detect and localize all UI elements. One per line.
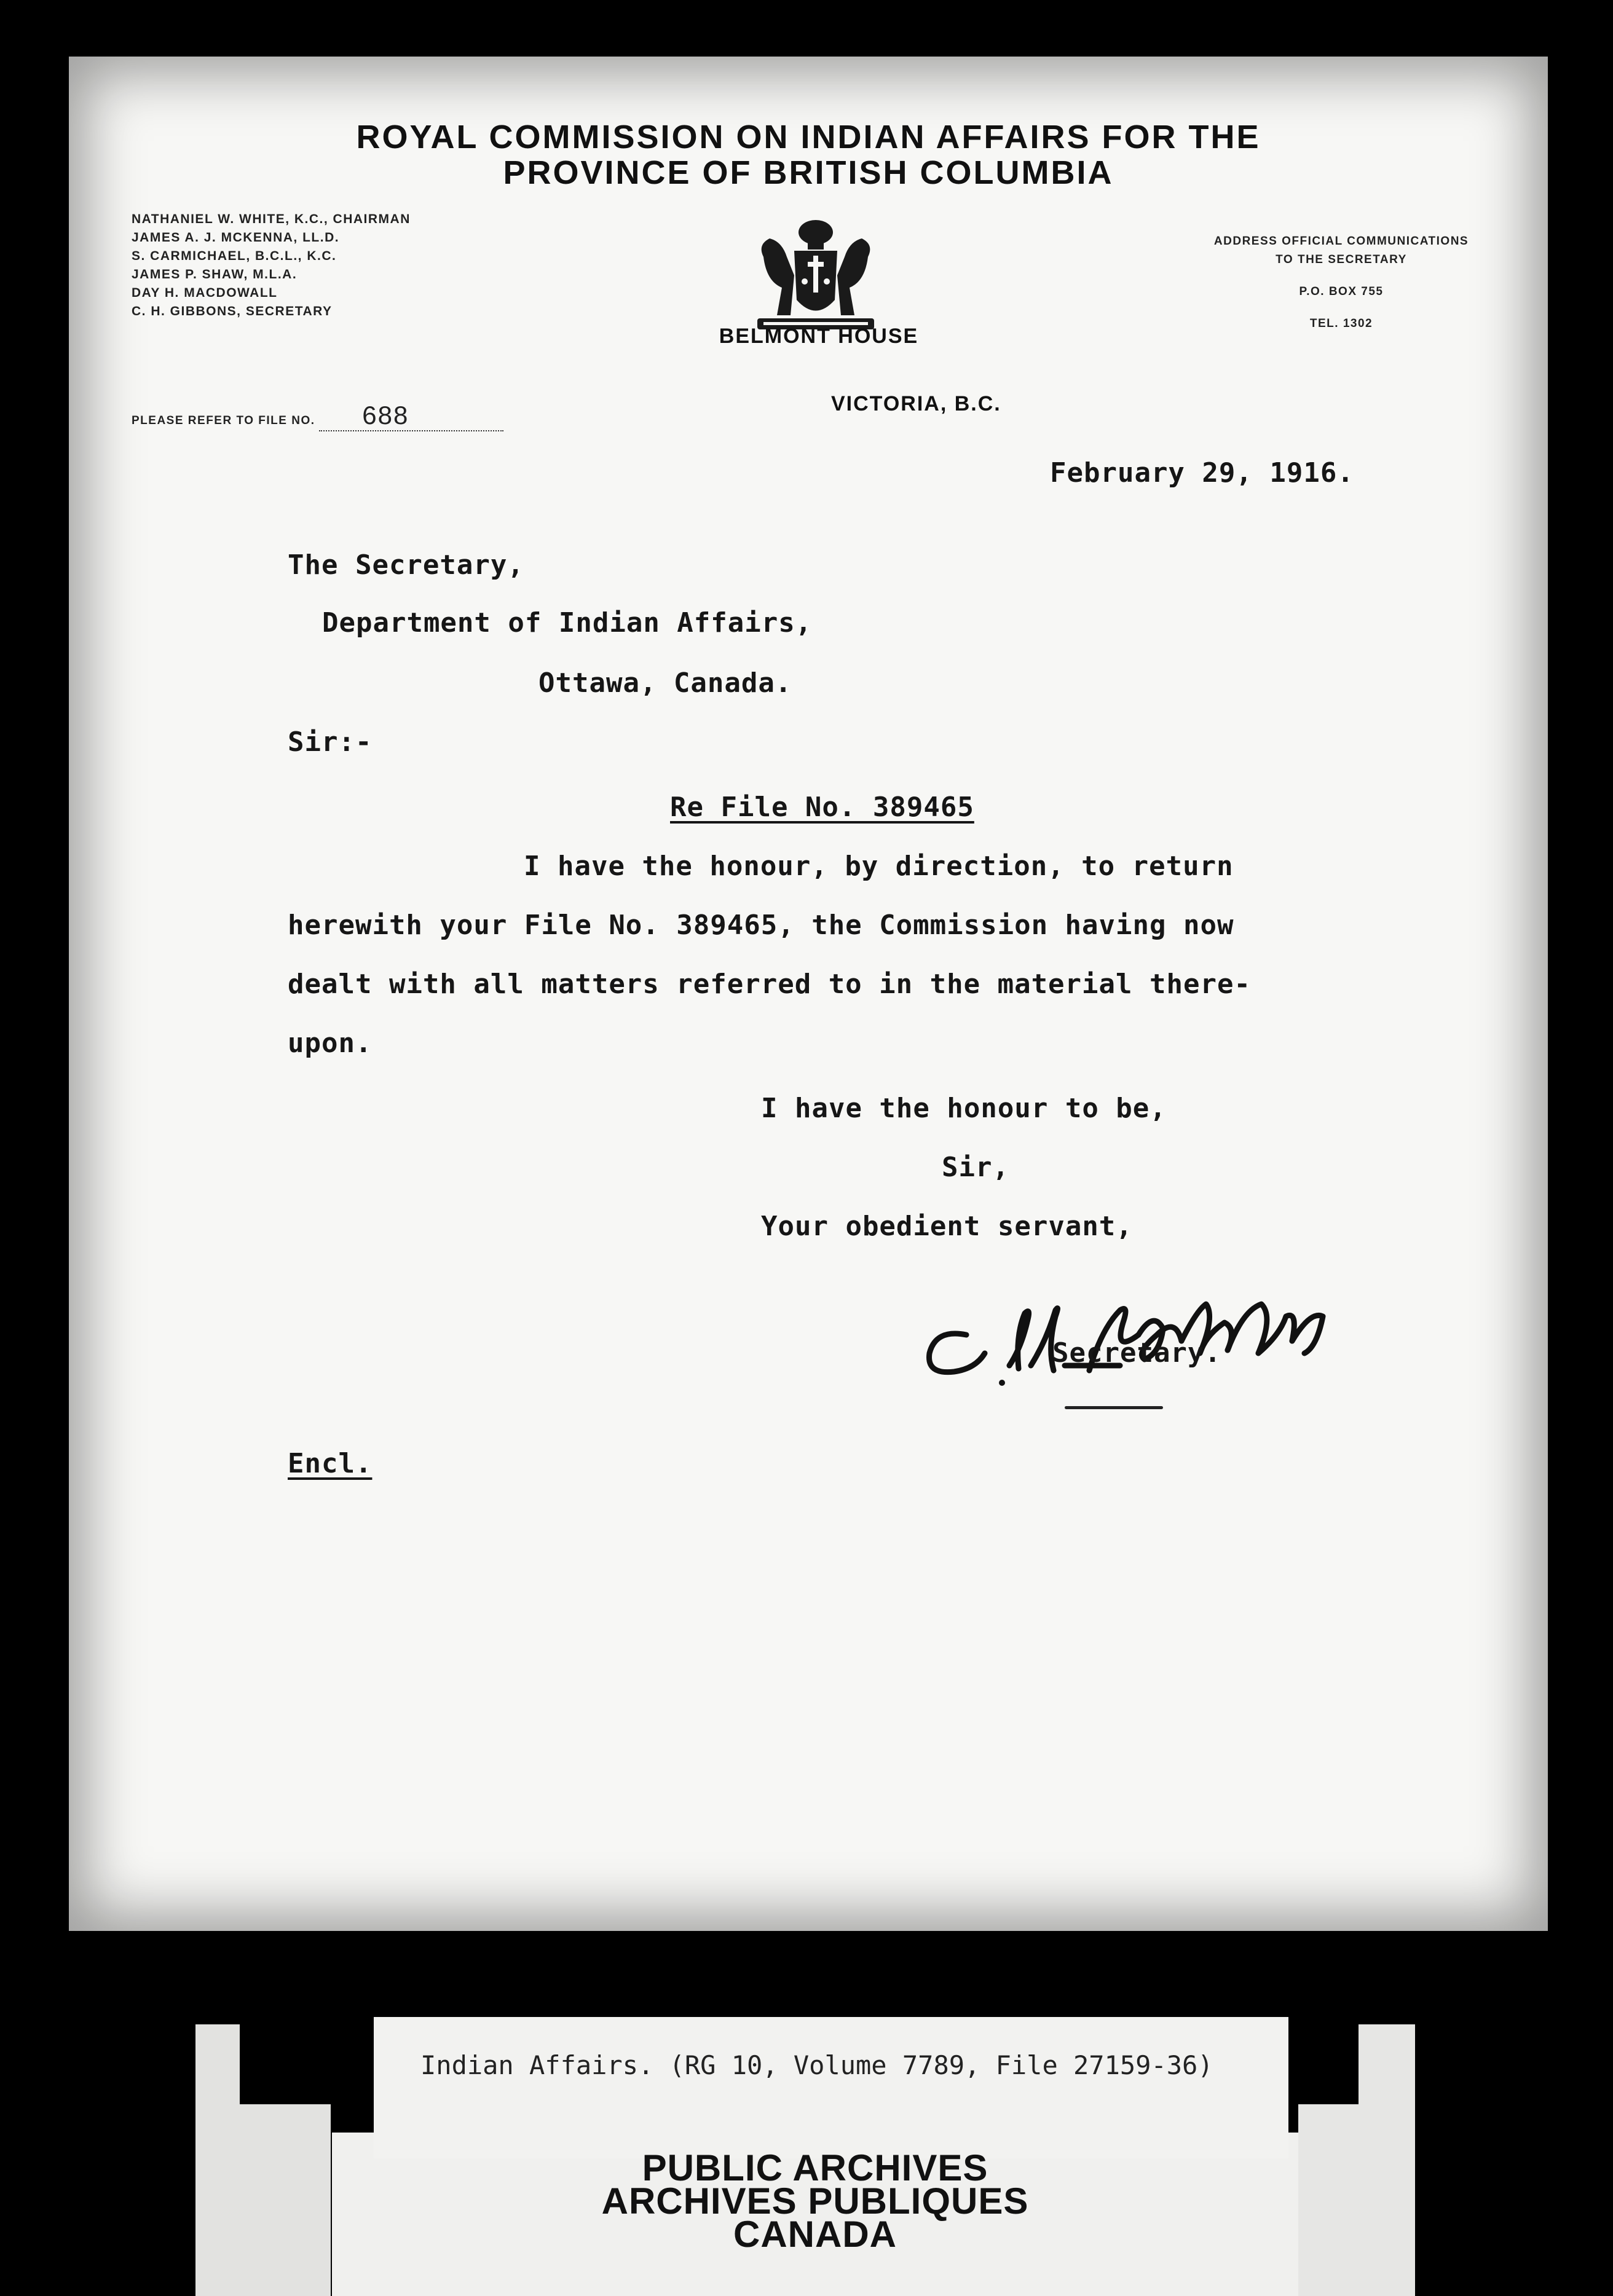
signature-title: Secretary.	[1052, 1337, 1221, 1369]
closing-line-3: Your obedient servant,	[761, 1211, 1133, 1242]
body-line-4: upon.	[288, 1028, 373, 1059]
member-line: DAY H. MACDOWALL	[132, 286, 278, 300]
closing-line-2: Sir,	[942, 1152, 1009, 1183]
archive-reference: Indian Affairs. (RG 10, Volume 7789, File 27159-36)	[420, 2050, 1213, 2080]
archives-line-2: ARCHIVES PUBLIQUES	[601, 2180, 1029, 2222]
po-box: P.O. BOX 755	[1299, 285, 1384, 298]
enclosure-note: Encl.	[288, 1448, 373, 1479]
body-line-1: I have the honour, by direction, to return	[524, 851, 1234, 882]
victoria-bc: VICTORIA, B.C.	[831, 392, 1001, 415]
archives-line-1: PUBLIC ARCHIVES	[642, 2147, 988, 2188]
letterhead-title-line-1: ROYAL COMMISSION ON INDIAN AFFAIRS FOR THE	[356, 119, 1261, 155]
member-line: JAMES A. J. MCKENNA, LL.D.	[132, 230, 340, 245]
member-line: S. CARMICHAEL, B.C.L., K.C.	[132, 249, 337, 263]
recipient-line-1: The Secretary,	[288, 549, 524, 581]
letterhead-title-line-2: PROVINCE OF BRITISH COLUMBIA	[503, 154, 1114, 191]
file-reference-label: PLEASE REFER TO FILE NO.	[132, 414, 315, 427]
commission-members	[132, 210, 411, 321]
signature-rule	[1065, 1406, 1163, 1409]
body-line-2: herewith your File No. 389465, the Commission having now	[288, 910, 1234, 941]
letter-sheet	[69, 57, 1548, 1931]
member-line: C. H. GIBBONS, SECRETARY	[132, 304, 333, 318]
archives-line-3: CANADA	[733, 2214, 897, 2255]
telephone: TEL. 1302	[1309, 317, 1373, 330]
file-reference-number: 688	[319, 401, 503, 431]
address-line-1: ADDRESS OFFICIAL COMMUNICATIONS	[1213, 235, 1469, 248]
file-reference	[132, 401, 503, 431]
subject-line: Re File No. 389465	[670, 792, 974, 823]
recipient-line-3: Ottawa, Canada.	[538, 667, 792, 699]
member-line: JAMES P. SHAW, M.L.A.	[132, 267, 298, 281]
member-line: NATHANIEL W. WHITE, K.C., CHAIRMAN	[132, 212, 411, 226]
belmont-house: BELMONT HOUSE	[719, 324, 919, 348]
body-line-3: dealt with all matters referred to in the material there-	[288, 969, 1251, 1000]
letter-date: February 29, 1916.	[1050, 457, 1354, 489]
address-line-2: TO THE SECRETARY	[1276, 253, 1407, 266]
archive-notch-left	[240, 2024, 332, 2104]
recipient-line-2: Department of Indian Affairs,	[322, 607, 813, 639]
archive-notch-right	[1291, 2024, 1359, 2104]
address-block	[1169, 232, 1513, 333]
closing-line-1: I have the honour to be,	[761, 1093, 1167, 1124]
archive-reference-card	[374, 2017, 1288, 2158]
salutation: Sir:-	[288, 726, 373, 758]
